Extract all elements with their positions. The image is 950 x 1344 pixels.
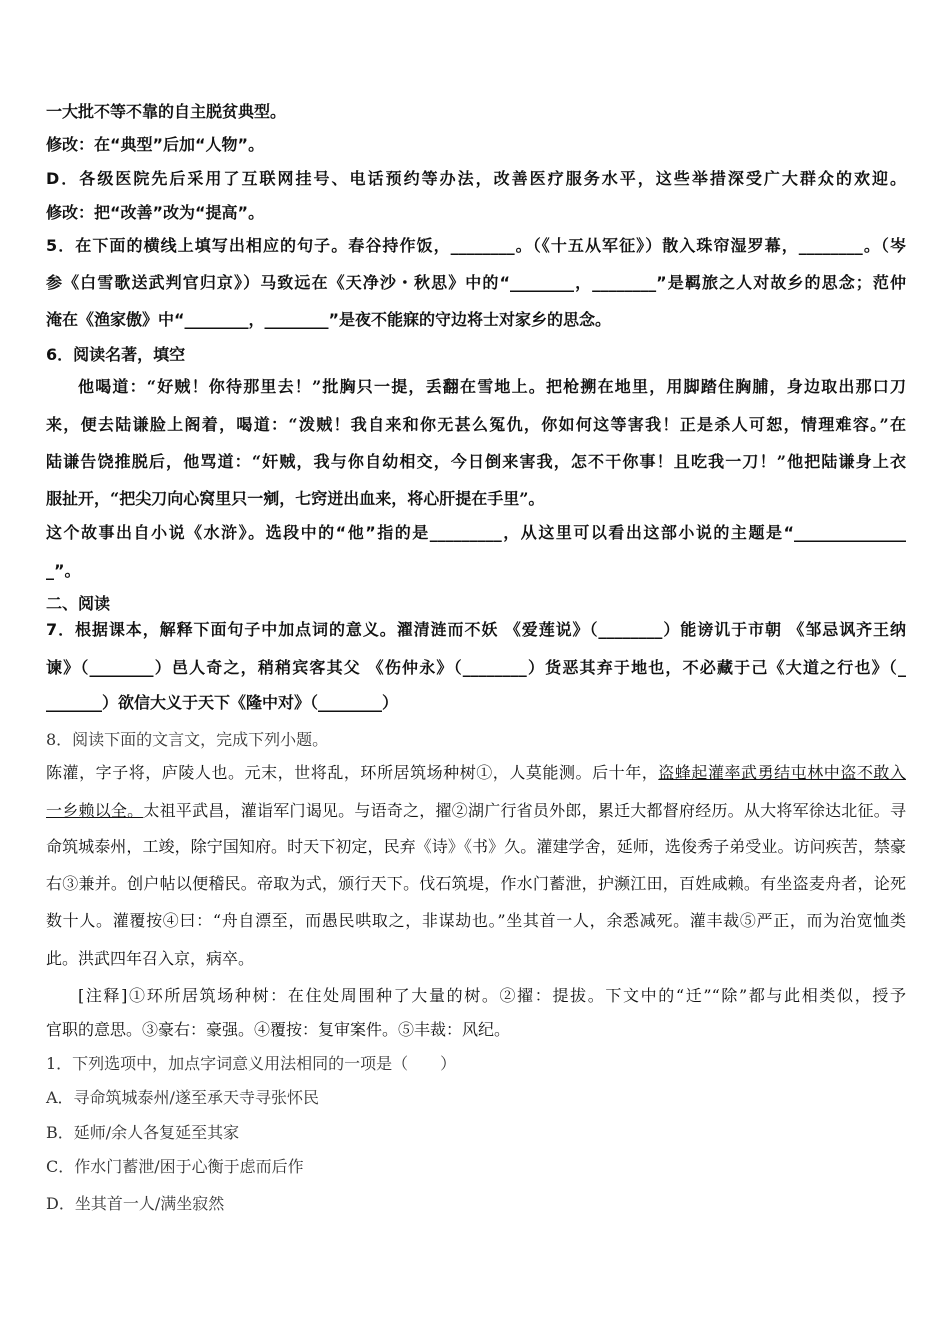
text-line: [注释]①环所居筑场种树：在住处周围种了大量的树。②擢：提拔。下文中的“迁”“除”都与此相类似，授予 [78, 986, 906, 1005]
text-line: 这个故事出自小说《水浒》。选段中的“他”指的是_________，从这里可以看出这部小说的主题是“______________ [46, 523, 906, 542]
text-line: 1．下列选项中，加点字词意义用法相同的一项是（ ） [46, 1054, 457, 1073]
text-line: C．作水门蓄泄/困于心衡于虑而后作 [46, 1157, 304, 1176]
text-line: D．各级医院先后采用了互联网挂号、电话预约等办法，改善医疗服务水平，这些举措深受广大群众的欢迎。 [46, 169, 906, 188]
text-line: 修改：在“典型”后加“人物”。 [46, 135, 265, 154]
text-line [46, 801, 906, 821]
underlined-text: 盗蜂起灌率武勇结屯林中盗不敢入 [658, 763, 906, 782]
text-line: 来，便去陆谦脸上阁着，喝道：“泼贼！我自来和你无甚么冤仇，你如何这等害我！正是杀人可恕，情理难容。”在 [46, 415, 906, 434]
text-line: 命筑城泰州，工竣，除宁国知府。时天下初定，民弃《诗》《书》久。灌建学舍，延师，选俊秀子弟受业。访问疾苦，禁豪 [46, 837, 906, 856]
text-line: 他喝道：“好贼！你待那里去！”批胸只一提，丢翻在雪地上。把枪搠在地里，用脚踏住胸脯，身边取出那口刀 [78, 377, 906, 396]
text-line: 数十人。灌覆按④曰：“舟自漂至，而愚民哄取之，非谋劫也。”坐其首一人，余悉减死。灌丰裁⑤严正，而为治宽恤类 [46, 911, 906, 930]
text-line: B．延师/余人各复延至其家 [46, 1123, 240, 1142]
text-line [46, 763, 906, 783]
underlined-text: 一乡赖以全。 [46, 801, 144, 820]
text-line: 此。洪武四年召入京，病卒。 [46, 949, 255, 968]
text-segment: 陈灌，字子将，庐陵人也。元末，世将乱，环所居筑场种树①，人莫能测。后十年， [46, 763, 659, 782]
text-line: 二、阅读 [46, 594, 111, 613]
text-line: 修改：把“改善”改为“提高”。 [46, 203, 265, 222]
text-line: _______）欲信大义于天下《隆中对》（________） [46, 693, 399, 712]
text-line: 参《白雪歌送武判官归京》）马致远在《天净沙・秋思》中的“________，________”是羁旅之人对故乡的思念；范仲 [46, 273, 906, 292]
text-line: D．坐其首一人/满坐寂然 [46, 1194, 225, 1213]
text-line: 陆谦告饶推脱后，他骂道：“奸贼，我与你自幼相交，今日倒来害我，怎不干你事！且吃我一刀！”他把陆谦身上衣 [46, 452, 906, 471]
text-line: 右③兼并。创户帖以便稽民。帝取为式，颁行天下。伐石筑堤，作水门蓄泄，护濒江田，百姓咸赖。有坐盗麦舟者，论死 [46, 874, 906, 893]
text-line: _”。 [46, 561, 81, 580]
text-line: A．寻命筑城泰州/遂至承天寺寻张怀民 [46, 1088, 319, 1107]
text-line: 服扯开，“把尖刀向心窝里只一剜，七窍迸出血来，将心肝提在手里”。 [46, 489, 545, 508]
text-line: 淹在《渔家傲》中“________，________”是夜不能寐的守边将士对家乡的思念。 [46, 310, 612, 329]
text-line: 谏》（________）邑人奇之，稍稍宾客其父 《伤仲永》（________）货恶其弃于地也，不必藏于己《大道之行也》（_ [46, 658, 906, 677]
text-line: 6．阅读名著，填空 [46, 345, 186, 364]
text-line: 7．根据课本，解释下面句子中加点词的意义。濯清涟而不妖 《爱莲说》（________）能谤讥于市朝 《邹忌讽齐王纳 [46, 620, 906, 639]
text-line: 一大批不等不靠的自主脱贫典型。 [46, 102, 287, 121]
text-line: 8．阅读下面的文言文，完成下列小题。 [46, 730, 329, 749]
text-line: 5．在下面的横线上填写出相应的句子。春谷持作饭，________。（《十五从军征》）散入珠帘湿罗幕，________。（岑 [46, 236, 906, 255]
text-line: 官职的意思。③豪右：豪强。④覆按：复审案件。⑤丰裁：风纪。 [46, 1020, 511, 1039]
text-segment: 太祖平武昌，灌诣军门谒见。与语奇之，擢②湖广行省员外郎，累迁大都督府经历。从大将军徐达北征。寻 [143, 801, 906, 820]
